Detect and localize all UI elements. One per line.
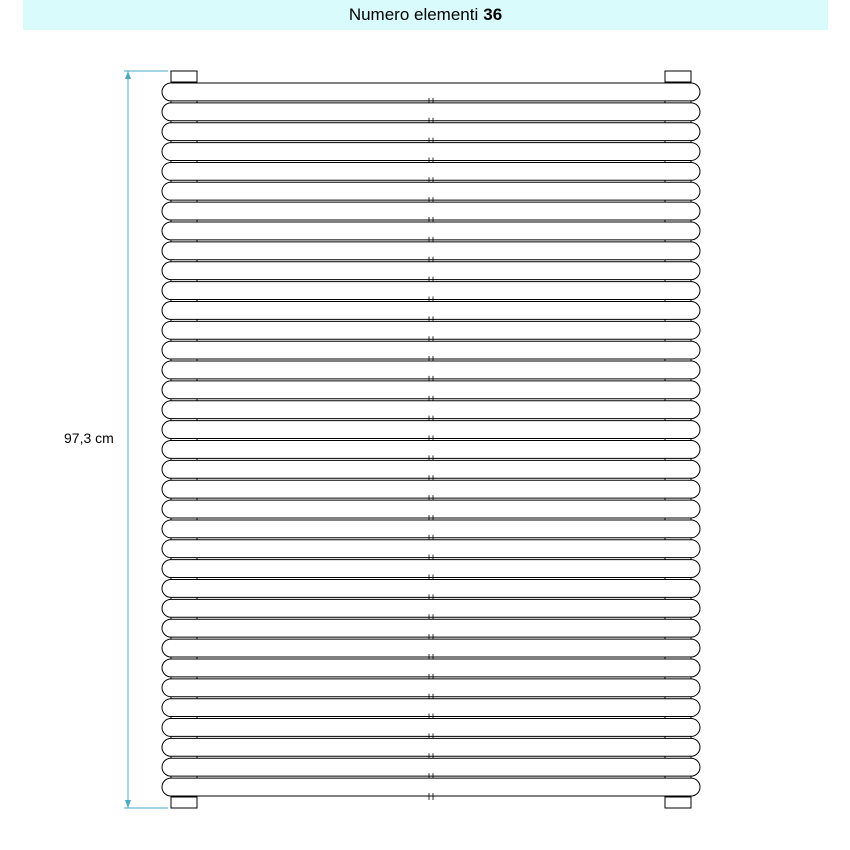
- radiator-tube: [162, 162, 700, 180]
- radiator-tube: [162, 460, 700, 478]
- radiator-tube: [162, 619, 700, 637]
- right-collector-bottom: [665, 797, 691, 808]
- radiator-tube: [162, 301, 700, 319]
- radiator-tube: [162, 441, 700, 459]
- radiator-tube: [162, 659, 700, 677]
- radiator-tube: [162, 182, 700, 200]
- radiator-tube: [162, 83, 700, 101]
- radiator-tube: [162, 123, 700, 141]
- radiator-tube: [162, 758, 700, 776]
- left-collector-top: [171, 71, 197, 82]
- radiator-tube: [162, 222, 700, 240]
- dimension-arrow-top: [125, 71, 131, 79]
- radiator-tubes: [162, 83, 700, 800]
- radiator-tube: [162, 560, 700, 578]
- radiator-tube: [162, 580, 700, 598]
- radiator-tube: [162, 719, 700, 737]
- element-count: 36: [483, 5, 503, 24]
- left-collector-bottom: [171, 797, 197, 808]
- height-dimension: [124, 71, 168, 808]
- radiator-tube: [162, 202, 700, 220]
- radiator-tube: [162, 341, 700, 359]
- radiator-tube: [162, 699, 700, 717]
- radiator-tube: [162, 480, 700, 498]
- radiator-tube: [162, 282, 700, 300]
- radiator-tube: [162, 639, 700, 657]
- radiator-tube: [162, 262, 700, 280]
- radiator-tube: [162, 381, 700, 399]
- radiator-tube: [162, 738, 700, 756]
- radiator-tube: [162, 401, 700, 419]
- height-label: 97,3 cm: [64, 430, 114, 446]
- radiator-tube: [162, 103, 700, 121]
- radiator-tube: [162, 321, 700, 339]
- title-label: Numero elementi: [348, 5, 479, 24]
- radiator-tube: [162, 242, 700, 260]
- radiator-tube: [162, 361, 700, 379]
- radiator-tube: [162, 143, 700, 161]
- radiator-tube: [162, 540, 700, 558]
- dimension-arrow-bottom: [125, 800, 131, 808]
- radiator-tube: [162, 500, 700, 518]
- radiator-tube: [162, 421, 700, 439]
- radiator-tube: [162, 599, 700, 617]
- radiator-tube: [162, 679, 700, 697]
- right-collector-top: [665, 71, 691, 82]
- radiator-tube: [162, 520, 700, 538]
- radiator-tube: [162, 778, 700, 796]
